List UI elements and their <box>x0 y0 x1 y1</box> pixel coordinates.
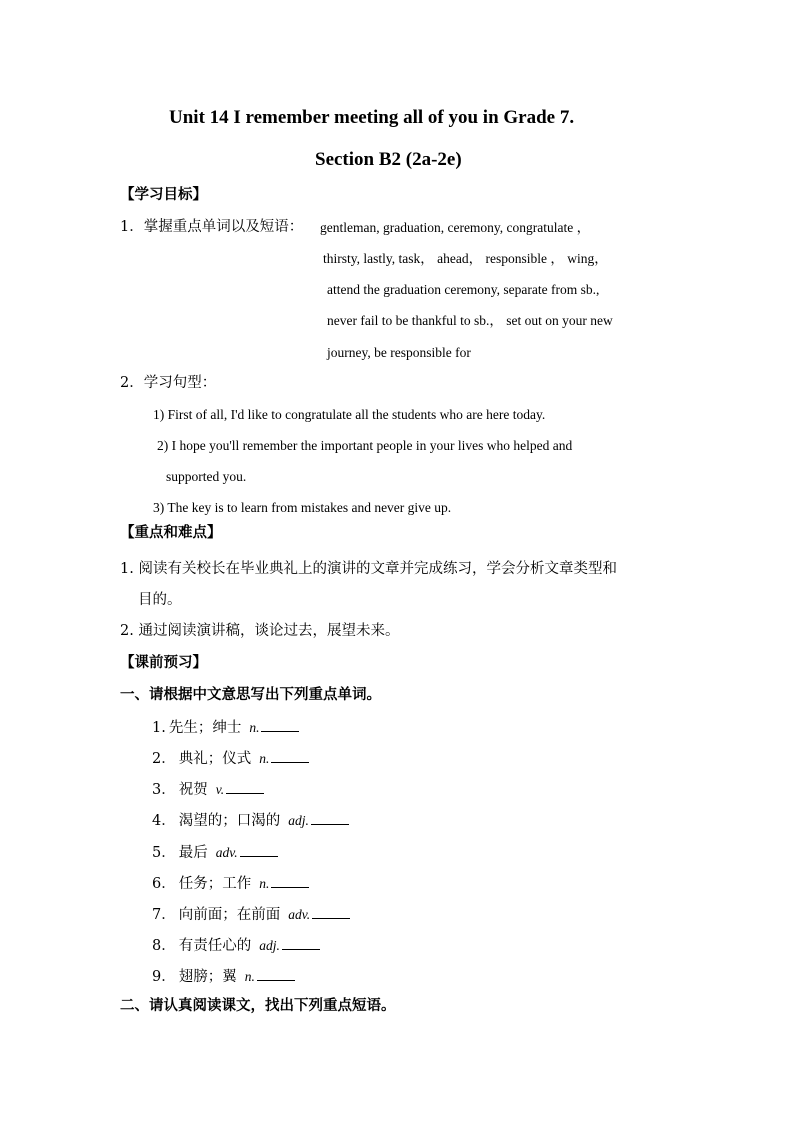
word-part-of-speech: n. <box>244 969 255 984</box>
word-chinese: 先生；绅士 <box>168 720 242 736</box>
word-number: 8． <box>152 938 176 954</box>
word-chinese: 渴望的；口渴的 <box>178 813 281 829</box>
word-chinese: 有责任心的 <box>178 938 252 954</box>
word-number: 2． <box>152 751 176 767</box>
word-item <box>152 906 350 923</box>
word-part-of-speech: v. <box>215 782 225 797</box>
word-chinese: 典礼；仪式 <box>178 751 252 767</box>
word-number: 9． <box>152 969 176 985</box>
sentence-2: 2) I hope you'll remember the important people in your lives who helped and <box>157 438 573 453</box>
sentence-2-cont: supported you. <box>166 469 247 484</box>
word-chinese: 任务；工作 <box>178 876 252 892</box>
part1-heading: 一、请根据中文意思写出下列重点单词。 <box>120 686 381 703</box>
answer-blank[interactable] <box>261 719 299 732</box>
word-chinese: 向前面；在前面 <box>178 907 281 923</box>
vocab-line-4: never fail to be thankful to sb.， set out on your new <box>327 313 613 328</box>
vocab-line-5: journey, be responsible for <box>327 345 471 360</box>
word-item <box>152 844 278 861</box>
preview-heading: 【课前预习】 <box>120 654 207 671</box>
answer-blank[interactable] <box>311 812 349 825</box>
vocab-line-1: gentleman, graduation, ceremony, congratulate ， <box>320 220 591 235</box>
word-item <box>152 812 349 829</box>
part2-heading: 二、请认真阅读课文，找出下列重点短语。 <box>120 997 396 1014</box>
objective-1-label: 1．掌握重点单词以及短语： <box>120 219 304 235</box>
word-item <box>152 937 320 954</box>
answer-blank[interactable] <box>226 781 264 794</box>
word-number: 5． <box>152 845 176 861</box>
page-title: Unit 14 I remember meeting all of you in Grade 7. <box>169 107 575 128</box>
word-item <box>152 875 309 892</box>
answer-blank[interactable] <box>240 844 278 857</box>
answer-blank[interactable] <box>271 750 309 763</box>
vocab-line-2: thirsty, lastly, task， ahead， responsible ， wing， <box>323 251 608 266</box>
objective-2-label: 2．学习句型： <box>120 375 217 391</box>
word-part-of-speech: n. <box>259 876 270 891</box>
word-part-of-speech: adv. <box>288 907 311 922</box>
word-part-of-speech: n. <box>249 720 260 735</box>
section-subtitle: Section B2 (2a-2e) <box>315 149 462 170</box>
vocab-line-3: attend the graduation ceremony, separate from sb., <box>327 282 600 297</box>
word-number: 6． <box>152 876 176 892</box>
sentence-1: 1) First of all, I'd like to congratulate all the students who are here today. <box>153 407 546 422</box>
sentence-3: 3) The key is to learn from mistakes and never give up. <box>153 500 452 515</box>
answer-blank[interactable] <box>257 968 295 981</box>
word-item <box>152 719 299 736</box>
word-part-of-speech: n. <box>259 751 270 766</box>
key-points-heading: 【重点和难点】 <box>120 524 222 541</box>
word-chinese: 祝贺 <box>178 782 208 798</box>
word-chinese: 翅膀；翼 <box>178 969 237 985</box>
word-number: 7． <box>152 907 176 923</box>
word-number: 1. <box>152 720 166 736</box>
word-item <box>152 750 309 767</box>
answer-blank[interactable] <box>271 875 309 888</box>
key-point-2: 2. 通过阅读演讲稿，谈论过去，展望未来。 <box>120 623 400 639</box>
word-part-of-speech: adv. <box>215 845 238 860</box>
word-number: 4． <box>152 813 176 829</box>
answer-blank[interactable] <box>312 906 350 919</box>
word-part-of-speech: adj. <box>288 813 309 828</box>
word-item <box>152 781 264 798</box>
word-part-of-speech: adj. <box>259 938 280 953</box>
objectives-heading: 【学习目标】 <box>120 186 207 203</box>
key-point-1: 1. 阅读有关校长在毕业典礼上的演讲的文章并完成练习，学会分析文章类型和 <box>120 561 617 577</box>
word-item <box>152 968 295 985</box>
word-chinese: 最后 <box>178 845 208 861</box>
key-point-1-cont: 目的。 <box>138 592 182 608</box>
answer-blank[interactable] <box>282 937 320 950</box>
word-number: 3． <box>152 782 176 798</box>
